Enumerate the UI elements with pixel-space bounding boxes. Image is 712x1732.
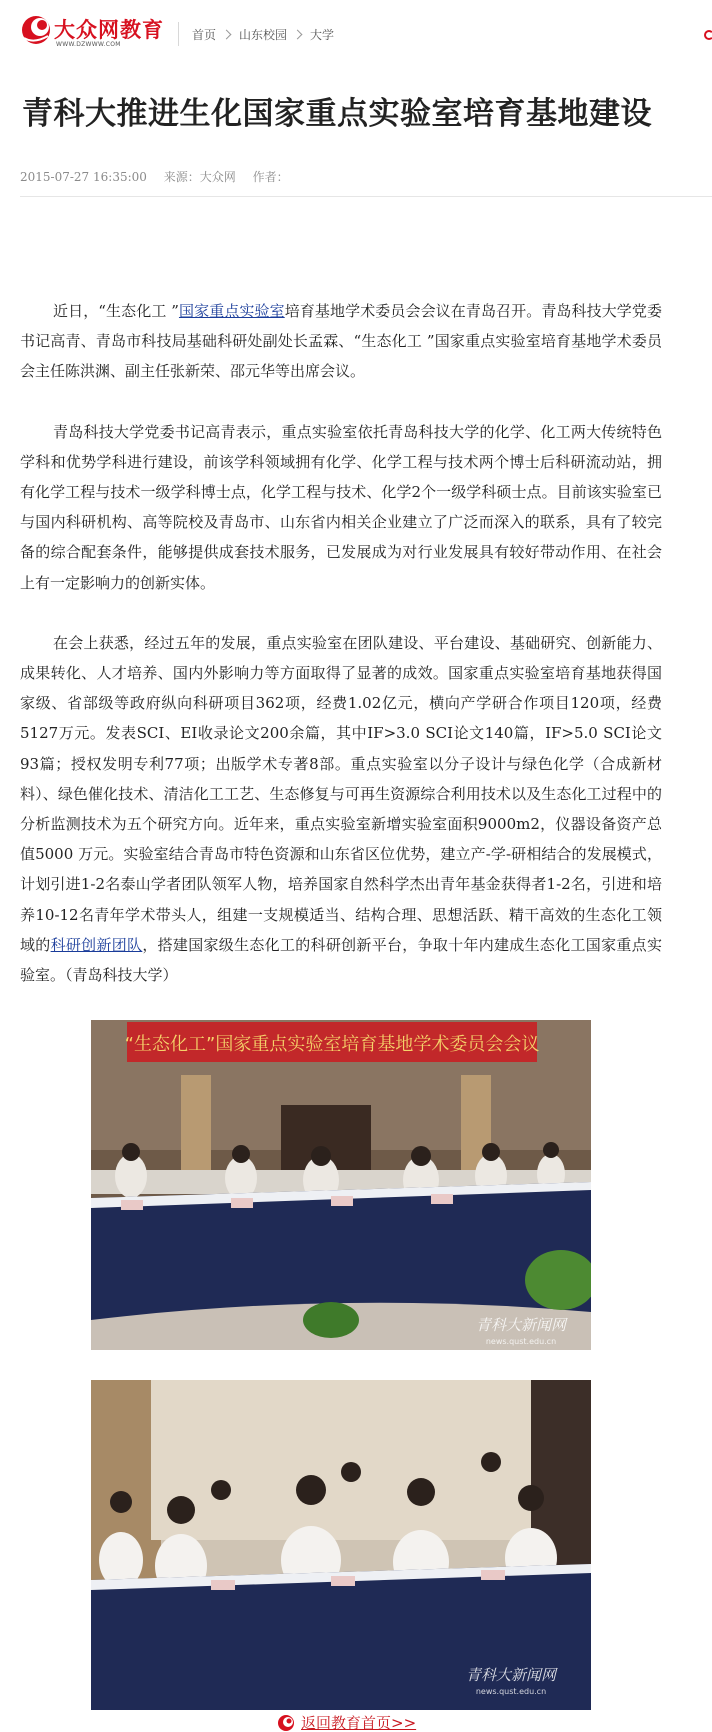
banner-text: “生态化工”国家重点实验室培育基地学术委员会会议: [124, 1034, 540, 1055]
breadcrumb: [192, 26, 334, 43]
source-value: 大众网: [199, 170, 236, 184]
article-title: 青科大推进生化国家重点实验室培育基地建设: [22, 96, 652, 132]
cut-off-logo-icon: [704, 30, 712, 40]
logo-wordmark: [54, 14, 164, 44]
author-label: 作者：: [252, 170, 289, 184]
article-body: [20, 296, 662, 1020]
photo-1-watermark: 青科大新闻网: [475, 1316, 567, 1334]
breadcrumb-home[interactable]: 首页: [192, 28, 217, 42]
chevron-right-icon: [222, 30, 232, 40]
logo-section-name: 教育: [120, 18, 164, 42]
research-team-link[interactable]: 科研创新团队: [50, 935, 143, 954]
header-divider: [178, 22, 179, 46]
meta-divider: [20, 196, 712, 197]
photo-1-watermark-url: news.qust.edu.cn: [485, 1337, 557, 1346]
key-lab-link[interactable]: 国家重点实验室: [178, 302, 285, 320]
site-swirl-icon: [277, 1714, 295, 1732]
meeting-photo-2: [91, 1380, 591, 1710]
site-logo[interactable]: [20, 12, 168, 50]
breadcrumb-shandong-campus[interactable]: 山东校园: [239, 28, 288, 42]
logo-url: WWW.DZWWW.COM: [56, 41, 121, 48]
paragraph-3-text-b: ，搭建国家级生态化工的科研创新平台，争取十年内建成生态化工国家重点实验室。（青岛科技大学）: [20, 935, 662, 985]
photo-2-watermark-url: news.qust.edu.cn: [475, 1687, 547, 1696]
chevron-right-icon: [293, 30, 303, 40]
article-meta: [20, 168, 302, 185]
breadcrumb-university[interactable]: 大学: [310, 28, 335, 42]
meeting-photo-1: [91, 1020, 591, 1350]
photo-2-watermark: 青科大新闻网: [465, 1666, 557, 1684]
site-header: [0, 0, 712, 62]
paragraph-3: [20, 628, 662, 990]
paragraph-1-text-b: 培育基地学术委员会会议在青岛召开。青岛科技大学党委书记高青、青岛市科技局基础科研处副处长孟霖、“生态化工 ”国家重点实验室培育基地学术委员会主任陈洪渊、副主任张新荣、邵元华等出席会议。: [20, 302, 662, 381]
paragraph-3-text-a: 在会上获悉，经过五年的发展，重点实验室在团队建设、平台建设、基础研究、创新能力、成果转化、人才培养、国内外影响力等方面取得了显著的成效。国家重点实验室培育基地获得国家级、省部级等政府纵向科研项目362项，经费1.02亿元，横向产学研合作项目120项，经费5127万元。发表SCI、EI收录论文200余篇，其中IF>3.0 SCI论文140篇，IF>5.0 SCI论文93篇；授权发明专利77项；出版学术专著8部。重点实验室以分子设计与绿色化学（合成新材料）、绿色催化技术、清洁化工工艺、生态修复与可再生资源综合利用技术以及生态化工过程中的分析监测技术为五个研究方向。近年来，重点实验室新增实验室面积9000m2，仪器设备资产总值5000 万元。实验室结合青岛市特色资源和山东省区位优势，建立产-学-研相结合的发展模式，计划引进1-2名泰山学者团队领军人物，培养国家自然科学杰出青年基金获得者1-2名，引进和培养10-12名青年学术带头人，组建一支规模适当、结构合理、思想活跃、精干高效的生态化工领域的: [20, 633, 662, 954]
paragraph-2: 青岛科技大学党委书记高青表示，重点实验室依托青岛科技大学的化学、化工两大传统特色学科和优势学科进行建设，前该学科领域拥有化学、化学工程与技术两个博士后科研流动站，拥有化学工程与技术一级学科博士点，化学工程与技术、化学2个一级学科硕士点。目前该实验室已与国内科研机构、高等院校及青岛市、山东省内相关企业建立了广泛而深入的联系，具有了较完备的综合配套条件，能够提供成套技术服务，已发展成为对行业发展具有较好带动作用、在社会上有一定影响力的创新实体。: [20, 422, 662, 592]
logo-swirl-icon: [20, 12, 54, 46]
source-label: 来源：: [163, 170, 200, 184]
back-link-label: 返回教育首页>>: [301, 1714, 417, 1732]
publish-time: 2015-07-27 16:35:00: [20, 170, 147, 184]
paragraph-1: [20, 296, 662, 387]
logo-site-name: 大众网: [54, 18, 120, 42]
back-to-education-home-link[interactable]: [277, 1712, 416, 1732]
source: [164, 170, 236, 184]
paragraph-1-text-a: 近日，“生态化工 ”: [53, 302, 179, 320]
